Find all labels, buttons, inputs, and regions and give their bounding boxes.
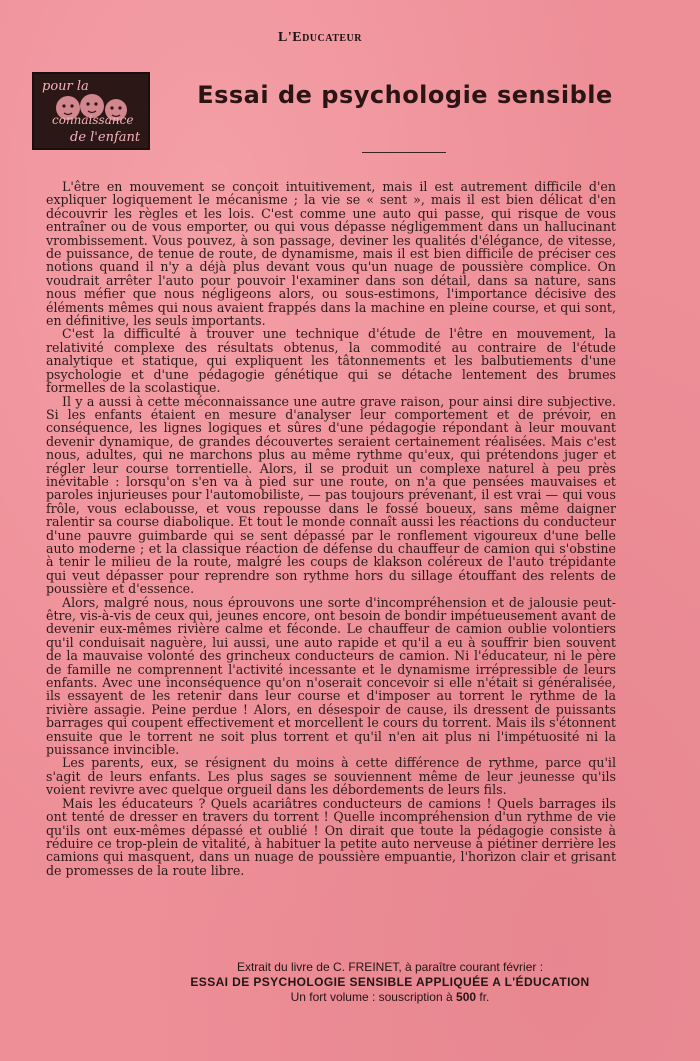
svg-text:connaissance: connaissance — [52, 113, 134, 127]
subscription-price: 500 — [456, 990, 477, 1004]
paragraph-2: C'est la difficulté à trouver une technique d'étude de l'être en mouvement, la relativité complexe des résultats obtenus, la commodité au contraire de l'étude analytique et statique, qui expliquent les tâtonnements et les balbutiements d'une psychologie et d'une pédagogie génétique qui se détache lentement des brumes formelles de la scolastique. — [46, 326, 616, 396]
svg-text:de l'enfant: de l'enfant — [70, 130, 141, 145]
paragraph-4: Alors, malgré nous, nous éprouvons une sorte d'incompréhension et de jalousie peut-être, vis-à-vis de ceux qui, jeunes encore, ont besoin de bondir impétueusement avant de devenir eux-mêmes rivière calme et féconde. Le chauffeur de camion oublie volontiers qu'il conduisait naguère, lui aussi, une auto rapide et qu'il a eu à souffrir bien souvent de la mauvaise volonté des grincheux conducteurs de camion. Ni l'éducateur, ni le père de famille ne comprennent l'activité incessante et le dynamisme irrépressible de leurs enfants. Avec une inconséquence qu'on n'oserait concevoir si elle n'était si généralisée, ils essayent de les retenir dans leur course et d'imposer au torrent le rythme de la rivière assagie. Peine perdue ! Alors, en désespoir de cause, ils dressent de puissants barrages qui coupent effectivement et morcellent le cours du torrent. Mais ils s'étonnent ensuite que le torrent ne soit plus torrent et qu'il n'en ait plus ni l'impétuosité ni la puissance invincible. — [46, 594, 616, 758]
paragraph-5: Les parents, eux, se résignent du moins à cette différence de rythme, parce qu'il s'agit de leurs enfants. Les plus sages se souviennent même de leur jeunesse qu'ils voient revivre avec quelque orgueil dans les débordements de leurs fils. — [46, 755, 616, 798]
article-body — [46, 180, 616, 877]
subscription-line — [150, 990, 630, 1005]
logo-artwork — [34, 74, 148, 148]
paragraph-1: L'être en mouvement se conçoit intuitivement, mais il est autrement difficile d'en expliquer logiquement le mécanisme ; la vie se « sent », mais il est bien délicat d'en découvrir les règles et les lois. C'est comme une auto qui passe, qui risque de vous entraîner ou de vous emporter, ou qui vous dépasse négligemment dans un hallucinant vrombissement. Vous pouvez, à son passage, deviner les qualités d'élégance, de vitesse, de puissance, de tenue de route, de dynamisme, mais il est bien difficile de préciser ces notions quand il n'y a déjà plus devant vous qu'un nuage de poussière complice. On voudrait arrêter l'auto pour pouvoir l'examiner dans son détail, dans sa nature, sans nous méfier que nous négligeons alors, ou sous-estimons, l'importance décisive des éléments mêmes qui nous avaient frappés dans la machine en pleine course, et qui sont, en définitive, les seuls importants. — [46, 179, 616, 329]
running-head-text: L'Educateur — [278, 30, 362, 45]
svg-text:pour la: pour la — [42, 79, 89, 94]
article-title — [190, 80, 620, 110]
extract-line: Extrait du livre de C. FREINET, à paraître courant février : — [236, 960, 544, 974]
book-title: ESSAI DE PSYCHOLOGIE SENSIBLE APPLIQUÉE A L'ÉDUCATION — [190, 975, 590, 989]
book-announcement — [150, 960, 630, 1005]
article-title-text: Essai de psychologie sensible — [197, 81, 613, 109]
subscription-suffix: fr. — [479, 990, 490, 1004]
paragraph-3: Il y a aussi à cette méconnaissance une autre grave raison, pour ainsi dire subjective. Si les enfants étaient en mesure d'analyser leur comportement et de prévoir, en conséquence, les lignes logiques et sûres d'une pédagogie répondant à leur mouvant devenir dynamique, de grandes découvertes seraient certainement réalisées. Mais c'est nous, adultes, qui ne marchons plus au même rythme qu'eux, qui prétendons juger et régler leur course torrentielle. Alors, il se produit un complexe naturel à peu près inévitable : lorsqu'on s'en va à pied sur une route, on n'a que pensées mauvaises et paroles injurieuses pour l'automobiliste, — pas toujours prévenant, il est vrai — qui vous frôle, vous eclabousse, et vous repousse dans le fossé boueux, sans même daigner ralentir sa course diabolique. Et tout le monde connaît aussi les réactions du conducteur d'une pauvre guimbarde qui se sent dépassé par le ronflement vigoureux d'une belle auto moderne ; et la classique réaction de défense du chauffeur de camion qui s'obstine à tenir le milieu de la route, malgré les coups de klakson coléreux de l'auto trépidante qui veut dépasser pour reprendre son rythme hors du sillage étouffant des relents de poussière et d'essence. — [46, 393, 616, 597]
logo-pour-la-connaissance-de-l-enfant — [32, 72, 150, 150]
subscription-prefix: Un fort volume : souscription à — [290, 990, 453, 1004]
running-head — [0, 30, 640, 46]
title-divider — [362, 152, 446, 153]
paragraph-6: Mais les éducateurs ? Quels acariâtres conducteurs de camions ! Quels barrages ils ont tenté de dresser en travers du torrent ! Quelle incompréhension d'un rythme de vie qu'ils ont eux-mêmes dépassé et oublié ! On dirait que toute la pédagogie consiste à réduire ce trop-plein de vitalité, à habituer la petite auto nerveuse à piétiner derrière les camions qui masquent, dans un nuage de poussière empuantie, l'horizon clair et grisant de promesses de la route libre. — [46, 795, 616, 878]
